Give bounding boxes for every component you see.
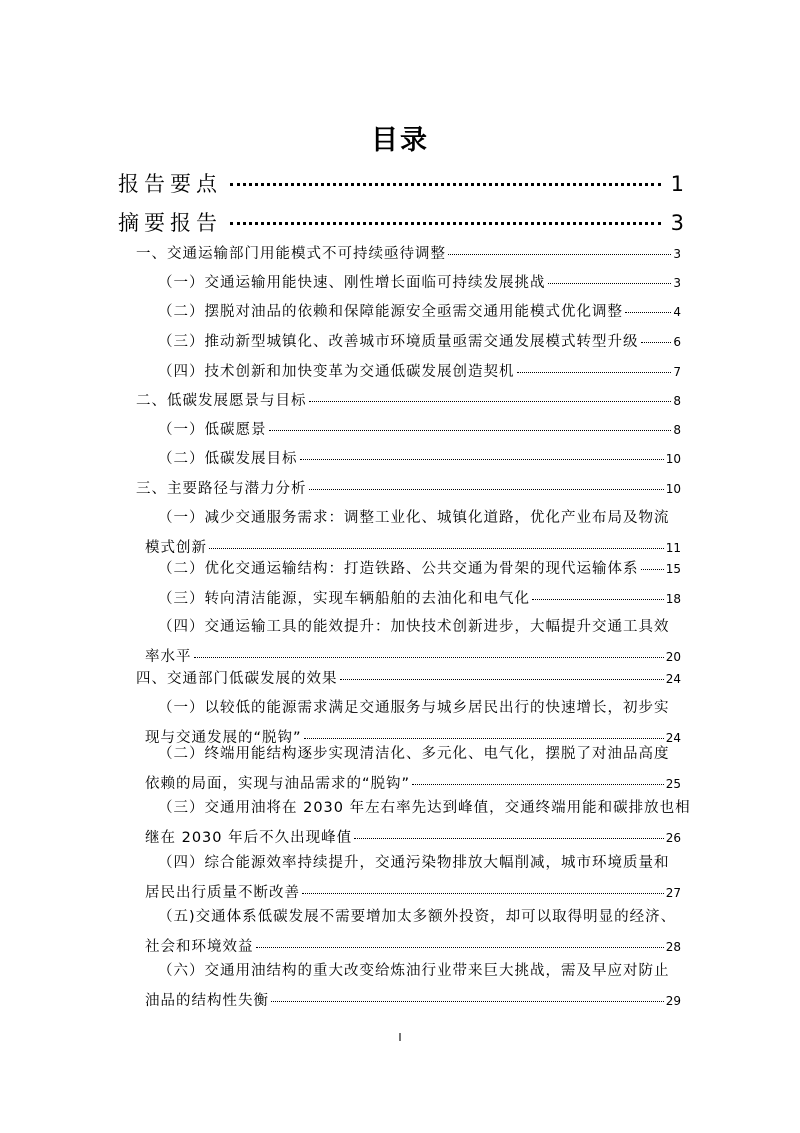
dot-leader — [448, 254, 671, 255]
dot-leader — [304, 738, 664, 739]
dot-leader — [517, 372, 672, 373]
toc-entry-page: 4 — [673, 305, 681, 319]
dot-leader — [194, 657, 664, 658]
dot-leader — [309, 489, 664, 490]
dot-leader — [641, 569, 664, 570]
dot-leader — [300, 459, 664, 460]
dot-leader — [302, 893, 664, 894]
toc-entry-subsection[interactable] — [158, 418, 681, 439]
toc-title: 目录 — [371, 125, 429, 156]
toc-entry-subsection[interactable] — [145, 742, 681, 793]
toc-entry-label: （三）推动新型城镇化、改善城市环境质量亟需交通发展模式转型升级 — [158, 334, 639, 350]
toc-entry-subsection[interactable] — [158, 447, 681, 468]
dot-leader — [309, 401, 672, 402]
dot-leader — [532, 599, 664, 600]
toc-entry-label: 一、交通运输部门用能模式不可持续亟待调整 — [136, 246, 446, 262]
toc-entry-label: （一）减少交通服务需求：调整工业化、城镇化道路，优化产业布局及物流 — [158, 510, 670, 526]
toc-entry-subsection[interactable] — [158, 360, 681, 381]
toc-entry-subsection[interactable] — [145, 506, 681, 557]
toc-entry-page: 1 — [670, 172, 684, 196]
toc-entry-page: 8 — [673, 394, 681, 408]
toc-entry-label: （三）转向清洁能源，实现车辆船舶的去油化和电气化 — [158, 591, 530, 607]
toc-entry-subsection[interactable] — [158, 271, 681, 292]
toc-entry-subsection[interactable] — [158, 300, 681, 321]
toc-entry-label: 报告要点 — [118, 172, 222, 196]
toc-entry-page: 3 — [670, 211, 684, 235]
toc-entry-label-cont: 模式创新 — [145, 540, 207, 556]
toc-entry-label: （一）交通运输用能快速、刚性增长面临可持续发展挑战 — [158, 275, 546, 291]
dot-leader — [625, 312, 671, 313]
toc-entry-page: 28 — [665, 940, 681, 954]
toc-entry-label: （三）交通用油将在 2030 年左右率先达到峰值，交通终端用能和碳排放也相 — [158, 800, 691, 816]
toc-entry-page: 3 — [673, 247, 681, 261]
dot-leader — [548, 283, 672, 284]
toc-entry-page: 24 — [665, 672, 681, 686]
toc-entry-label-cont: 油品的结构性失衡 — [145, 993, 269, 1009]
toc-entry-page: 18 — [665, 592, 681, 606]
toc-entry-section[interactable] — [136, 477, 681, 498]
toc-entry-page: 20 — [665, 650, 681, 664]
toc-entry-page: 10 — [665, 452, 681, 466]
toc-entry-label: （六）交通用油结构的重大改变给炼油行业带来巨大挑战，需及早应对防止 — [158, 963, 670, 979]
toc-entry-major[interactable] — [118, 207, 684, 237]
dot-leader — [230, 222, 661, 225]
toc-entry-section[interactable] — [136, 242, 681, 263]
toc-entry-page: 7 — [673, 365, 681, 379]
toc-entry-label: （二）摆脱对油品的依赖和保障能源安全亟需交通用能模式优化调整 — [158, 304, 623, 320]
dot-leader — [641, 342, 672, 343]
toc-entry-label-cont: 继在 2030 年后不久出现峰值 — [145, 830, 353, 846]
toc-entry-label: （二）终端用能结构逐步实现清洁化、多元化、电气化，摆脱了对油品高度 — [158, 746, 670, 762]
toc-entry-page: 25 — [665, 777, 681, 791]
toc-entry-page: 3 — [673, 276, 681, 290]
toc-entry-label: （五)交通体系低碳发展不需要增加太多额外投资，却可以取得明显的经济、 — [158, 909, 677, 925]
toc-entry-subsection[interactable] — [158, 587, 681, 608]
toc-entry-subsection[interactable] — [145, 905, 681, 956]
toc-entry-label: 四、交通部门低碳发展的效果 — [136, 671, 338, 687]
toc-entry-label: （四）交通运输工具的能效提升：加快技术创新进步，大幅提升交通工具效 — [158, 619, 670, 635]
toc-entry-label: 摘要报告 — [118, 211, 222, 235]
toc-entry-label: 二、低碳发展愿景与目标 — [136, 393, 307, 409]
dot-leader — [269, 430, 672, 431]
toc-entry-label: （二）优化交通运输结构：打造铁路、公共交通为骨架的现代运输体系 — [158, 561, 639, 577]
toc-entry-label-cont: 依赖的局面，实现与油品需求的“脱钩” — [145, 776, 411, 792]
dot-leader — [354, 838, 664, 839]
toc-entry-page: 6 — [673, 335, 681, 349]
toc-entry-section[interactable] — [136, 667, 681, 688]
toc-entry-label: （二）低碳发展目标 — [158, 451, 298, 467]
toc-entry-label-cont: 社会和环境效益 — [145, 939, 254, 955]
dot-leader — [230, 183, 661, 186]
toc-entry-page: 27 — [665, 886, 681, 900]
toc-entry-page: 15 — [665, 562, 681, 576]
toc-entry-page: 24 — [665, 731, 681, 745]
toc-entry-major[interactable] — [118, 168, 684, 198]
dot-leader — [209, 548, 664, 549]
toc-entry-subsection[interactable] — [158, 557, 681, 578]
toc-entry-label-cont: 居民出行质量不断改善 — [145, 885, 300, 901]
dot-leader — [340, 679, 664, 680]
toc-entry-label-cont: 率水平 — [145, 649, 192, 665]
toc-entry-page: 26 — [665, 831, 681, 845]
page-number: I — [398, 1031, 402, 1044]
dot-leader — [271, 1001, 664, 1002]
toc-entry-label: 三、主要路径与潜力分析 — [136, 481, 307, 497]
dot-leader — [256, 947, 664, 948]
toc-entry-subsection[interactable] — [145, 959, 681, 1010]
toc-entry-subsection[interactable] — [145, 615, 681, 666]
toc-entry-subsection[interactable] — [145, 796, 691, 847]
toc-entry-subsection[interactable] — [145, 851, 681, 902]
dot-leader — [412, 784, 664, 785]
toc-entry-subsection[interactable] — [158, 330, 681, 351]
toc-entry-label: （四）技术创新和加快变革为交通低碳发展创造契机 — [158, 364, 515, 380]
toc-entry-label-cont: 现与交通发展的“脱钩” — [145, 730, 302, 746]
toc-entry-page: 10 — [665, 482, 681, 496]
toc-entry-label: （一）以较低的能源需求满足交通服务与城乡居民出行的快速增长，初步实 — [158, 700, 670, 716]
toc-entry-label: （一）低碳愿景 — [158, 422, 267, 438]
toc-entry-label: （四）综合能源效率持续提升，交通污染物排放大幅削减，城市环境质量和 — [158, 855, 670, 871]
toc-entry-page: 8 — [673, 423, 681, 437]
toc-entry-page: 29 — [665, 994, 681, 1008]
toc-entry-subsection[interactable] — [145, 696, 681, 747]
toc-entry-section[interactable] — [136, 389, 681, 410]
toc-entry-page: 11 — [665, 541, 681, 555]
